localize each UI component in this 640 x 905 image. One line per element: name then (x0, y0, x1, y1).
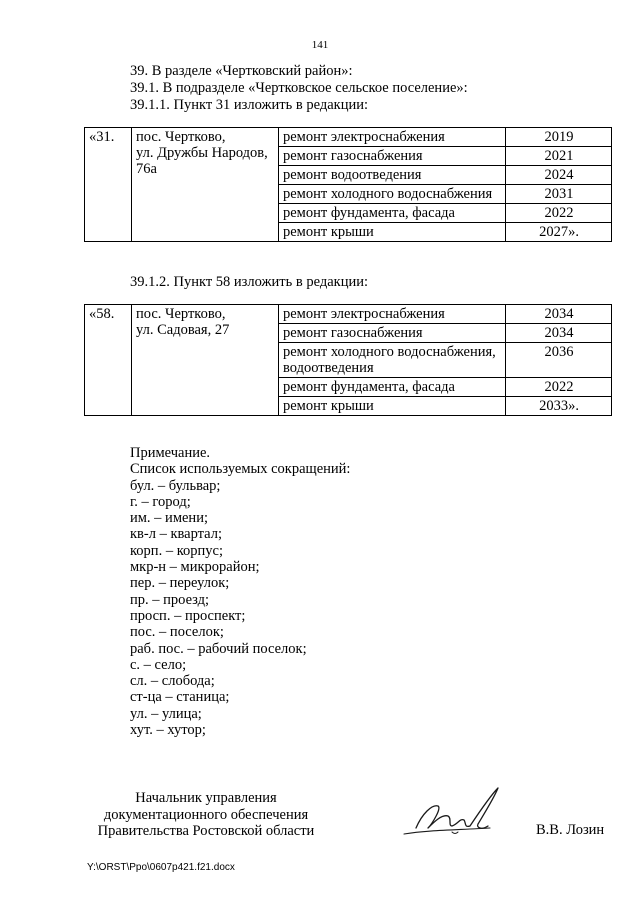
list-item: пр. – проезд; (130, 591, 210, 608)
section-heading: 39. В разделе «Чертковский район»: (130, 63, 353, 79)
work-cell: ремонт газоснабжения (279, 147, 506, 166)
item-number: «58. (85, 305, 132, 416)
work-cell: ремонт электроснабжения (279, 305, 506, 324)
address-line: пос. Чертково, (136, 306, 226, 322)
list-item: пос. – поселок; (130, 624, 224, 641)
item-number: «31. (85, 128, 132, 242)
signatory-position (86, 790, 326, 840)
address-line: 76а (136, 161, 157, 177)
work-cell: ремонт крыши (279, 397, 506, 416)
work-cell: ремонт холодного водоснабжения (279, 185, 506, 204)
list-item: им. – имени; (130, 510, 208, 527)
subsection-heading: 39.1. В подразделе «Чертковское сельское поселение»: (130, 80, 468, 96)
work-cell: ремонт фундамента, фасада (279, 204, 506, 223)
address-cell (132, 305, 279, 416)
year-cell: 2024 (506, 166, 612, 185)
list-item: ст-ца – станица; (130, 689, 230, 706)
table-item-31 (84, 127, 612, 242)
table-row (85, 128, 612, 147)
year-cell: 2034 (506, 305, 612, 324)
work-cell: ремонт фундамента, фасада (279, 378, 506, 397)
abbreviations-note (130, 445, 350, 738)
position-line: Правительства Ростовской области (97, 823, 315, 839)
table-row (85, 305, 612, 324)
year-cell: 2019 (506, 128, 612, 147)
work-cell: ремонт крыши (279, 223, 506, 242)
note-title: Примечание. (130, 445, 211, 461)
page-number: 141 (311, 39, 329, 51)
item-instruction-1: 39.1.1. Пункт 31 изложить в редакции: (130, 97, 369, 113)
work-cell: ремонт холодного водоснабжения, водоотведения (279, 343, 506, 378)
work-cell: ремонт водоотведения (279, 166, 506, 185)
work-cell: ремонт газоснабжения (279, 324, 506, 343)
list-item: корп. – корпус; (130, 542, 223, 559)
handwritten-signature (398, 784, 508, 840)
year-cell: 2031 (506, 185, 612, 204)
year-cell: 2034 (506, 324, 612, 343)
year-cell: 2022 (506, 378, 612, 397)
table-item-58 (84, 304, 612, 416)
address-cell (132, 128, 279, 242)
file-path: Y:\ORST\Ppo\0607p421.f21.docx (87, 862, 235, 873)
note-subtitle: Список используемых сокращений: (130, 461, 351, 478)
address-line: ул. Садовая, 27 (136, 322, 230, 338)
year-cell: 2033». (506, 397, 612, 416)
list-item: раб. пос. – рабочий поселок; (130, 640, 307, 657)
item-instruction-2: 39.1.2. Пункт 58 изложить в редакции: (130, 274, 369, 290)
address-line: пос. Чертково, (136, 129, 226, 145)
signatory-name: В.В. Лозин (536, 822, 605, 838)
list-item: хут. – хутор; (130, 722, 206, 739)
year-cell: 2036 (506, 343, 612, 378)
year-cell: 2021 (506, 147, 612, 166)
work-cell: ремонт электроснабжения (279, 128, 506, 147)
list-item: кв-л – квартал; (130, 526, 222, 543)
list-item: просп. – проспект; (130, 607, 246, 624)
list-item: г. – город; (130, 493, 191, 510)
list-item: ул. – улица; (130, 705, 202, 722)
list-item: с. – село; (130, 656, 187, 673)
list-item: мкр-н – микрорайон; (130, 559, 260, 576)
position-line: документационного обеспечения (103, 806, 309, 823)
list-item: сл. – слобода; (130, 673, 215, 690)
address-line: ул. Дружбы Народов, (136, 145, 268, 161)
year-cell: 2027». (506, 223, 612, 242)
list-item: пер. – переулок; (130, 575, 230, 592)
year-cell: 2022 (506, 204, 612, 223)
list-item: бул. – бульвар; (130, 477, 221, 494)
position-line: Начальник управления (135, 790, 277, 806)
